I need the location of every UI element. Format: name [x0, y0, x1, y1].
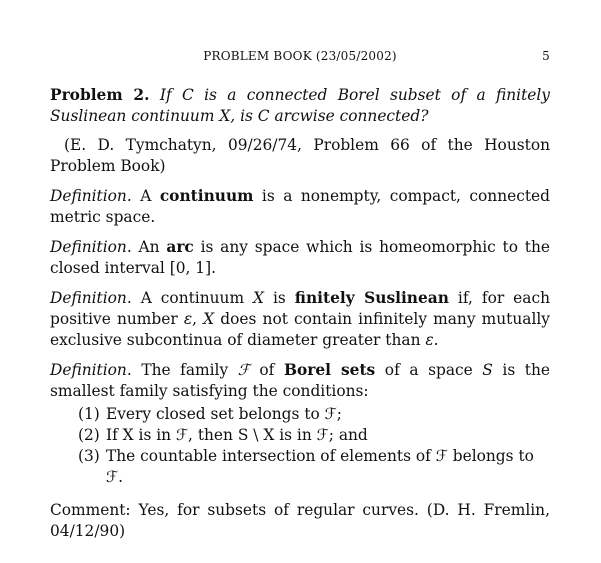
definition-borel-sets — [50, 360, 550, 402]
definition-text: The family — [141, 361, 238, 379]
definition-term: arc — [166, 238, 194, 256]
problem-statement — [50, 85, 550, 127]
definition-text: . — [433, 331, 439, 349]
math-var: ℱ — [237, 361, 250, 379]
list-text: If X is in ℱ, then S \ X is in ℱ; and — [106, 426, 368, 444]
definition-text: does not contain infinitely many mutually exclusive subcontinua of diameter greater than — [50, 310, 550, 349]
question-part: , is — [230, 107, 258, 125]
question-var: X — [219, 107, 231, 125]
list-number: (3) — [78, 447, 100, 465]
definition-label: Definition. — [50, 289, 132, 307]
definition-arc — [50, 237, 550, 279]
comment: Comment: Yes, for subsets of regular curves. (D. H. Fremlin, 04/12/90) — [50, 501, 550, 540]
definition-text: is a nonempty, compact, connected metric space. — [50, 187, 550, 226]
list-text: The countable intersection of elements of ℱ belongs to ℱ. — [106, 447, 534, 486]
definition-text: if, for each positive number — [50, 289, 550, 328]
header-title: PROBLEM BOOK (23/05/2002) — [203, 49, 397, 63]
list-text: Every closed set belongs to ℱ; — [106, 405, 342, 423]
list-item — [78, 446, 550, 488]
definition-text: is any space which is homeomorphic to the closed interval [0, 1]. — [50, 238, 550, 277]
definition-text: of — [249, 361, 284, 379]
list-number: (1) — [78, 405, 100, 423]
definition-text: A continuum — [140, 289, 254, 307]
definition-term: continuum — [159, 187, 254, 205]
definition-term: Borel sets — [283, 361, 376, 379]
definition-text: is — [264, 289, 295, 307]
definition-text: , — [192, 310, 204, 328]
definition-text: A — [140, 187, 160, 205]
question-var: C — [257, 107, 270, 125]
list-item — [78, 425, 550, 446]
conditions-list — [50, 404, 550, 488]
math-var: S — [482, 361, 493, 379]
problem-source: (E. D. Tymchatyn, 09/26/74, Problem 66 of the Houston Problem Book) — [50, 136, 550, 175]
question-part: arcwise connected? — [269, 107, 429, 125]
definition-continuum — [50, 186, 550, 228]
list-number: (2) — [78, 426, 100, 444]
definition-label: Definition. — [50, 187, 132, 205]
definition-text: of a space — [375, 361, 483, 379]
question-part: is a connected Borel subset of a finitely Suslinean continuum — [50, 86, 551, 125]
document-page — [50, 44, 550, 542]
definition-text: An — [138, 238, 167, 256]
definition-label: Definition. — [50, 238, 132, 256]
problem-label: Problem 2. — [50, 86, 150, 104]
math-var: X — [203, 310, 215, 328]
math-var: ε — [183, 310, 193, 328]
math-var: ε — [425, 331, 434, 349]
question-part: If — [159, 86, 182, 104]
list-item — [78, 404, 550, 425]
question-var: C — [181, 86, 194, 104]
definition-term: finitely Suslinean — [294, 289, 449, 307]
definition-text: is the smallest family satisfying the conditions: — [50, 361, 550, 400]
running-header — [50, 44, 550, 64]
definition-label: Definition. — [50, 361, 132, 379]
definition-finitely-suslinean — [50, 288, 550, 351]
page-number: 5 — [542, 49, 550, 63]
math-var: X — [253, 289, 264, 307]
